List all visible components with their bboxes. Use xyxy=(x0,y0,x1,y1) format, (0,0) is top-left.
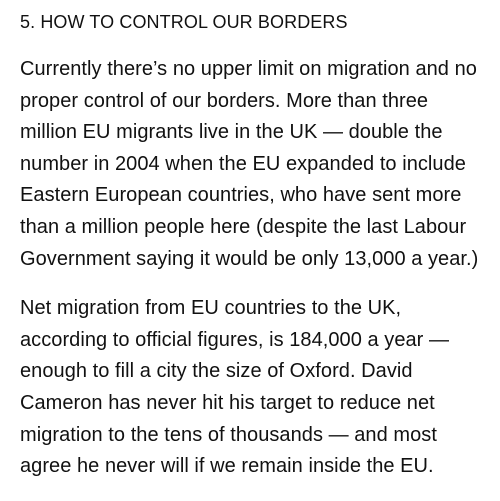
article xyxy=(20,10,490,501)
paragraph-line: enough to fill a city the size of Oxford. David xyxy=(20,360,413,383)
section-heading: 5. HOW TO CONTROL OUR BORDERS xyxy=(20,12,348,32)
paragraph-line: according to official figures, is 184,000 a year — xyxy=(20,328,450,351)
paragraph-line: Currently there’s no upper limit on migration and no xyxy=(20,58,477,80)
paragraph-1 xyxy=(20,54,490,275)
paragraph-line: number in 2004 when the EU expanded to include xyxy=(20,152,466,175)
paragraph-line: than a million people here (despite the last Labour xyxy=(20,215,467,238)
paragraph-line: million EU migrants live in the UK — double the xyxy=(20,121,443,144)
paragraph-line: migration to the tens of thousands — and most xyxy=(20,423,437,446)
paragraph-line: Government saying it would be only 13,000 a year.) xyxy=(20,247,479,270)
paragraph-line: Eastern European countries, who have sent more xyxy=(20,184,462,207)
paragraph-line: agree he never will if we remain inside the EU. xyxy=(20,455,434,478)
paragraph-line: proper control of our borders. More than three xyxy=(20,89,429,112)
paragraph-line: Net migration from EU countries to the UK, xyxy=(20,297,402,320)
paragraph-2 xyxy=(20,293,490,483)
paragraph-line: Cameron has never hit his target to reduce net xyxy=(20,391,435,414)
